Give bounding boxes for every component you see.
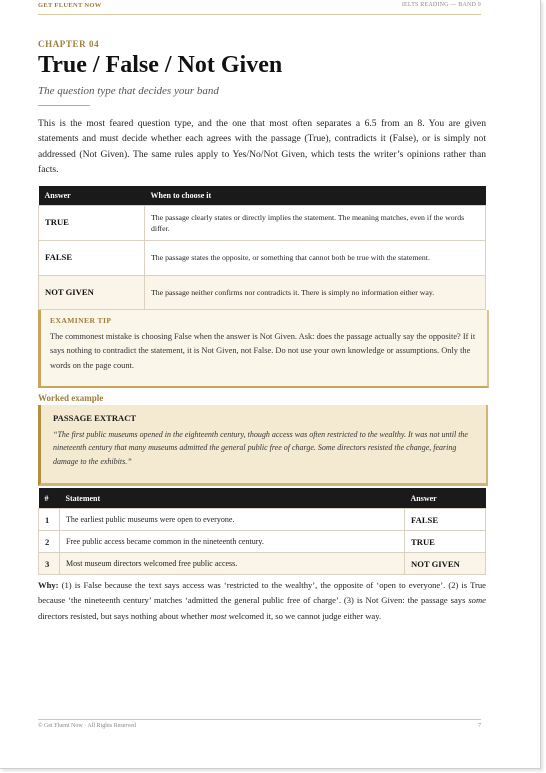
answer-cell: FALSE <box>39 241 145 276</box>
statement-cell: Most museum directors welcomed free public access. <box>60 553 405 575</box>
row-number: 3 <box>39 553 60 575</box>
chapter-label: CHAPTER 04 <box>38 39 100 49</box>
column-header-answer: Answer <box>39 186 145 206</box>
tip-heading: EXAMINER TIP <box>50 316 112 325</box>
page-subtitle: The question type that decides your band <box>38 85 219 97</box>
table-header-row <box>39 186 486 206</box>
column-header-number: # <box>39 488 60 509</box>
explanation-text: directors resisted, but says nothing about whether <box>38 610 211 621</box>
extract-text: “The first public museums opened in the eighteenth century, though access was often restricted to the wealthy. It was not until the nineteenth century that many museums admitted the general public free of charge. Some directors resisted the change, fearing damage to the exhibits.” <box>53 430 468 466</box>
row-number: 2 <box>39 531 60 553</box>
description-cell: The passage states the opposite, or something that cannot both be true with the statement. <box>145 241 486 276</box>
copyright-notice: © Get Fluent Now · All Rights Reserved <box>38 723 137 729</box>
description-cell: The passage clearly states or directly implies the statement. The meaning matches, even if the words differ. <box>145 206 486 241</box>
answer-cell: FALSE <box>405 509 486 531</box>
table-row <box>39 509 486 531</box>
description-cell: The passage neither confirms nor contradicts it. There is simply no information either way. <box>145 276 486 310</box>
explanation-label: Why: <box>38 580 59 590</box>
answer-cell: NOT GIVEN <box>39 276 145 310</box>
table-row <box>39 276 486 310</box>
page-number: 7 <box>478 723 481 729</box>
answer-cell: TRUE <box>405 531 486 553</box>
extract-heading: PASSAGE EXTRACT <box>53 413 137 423</box>
brand-name: GET FLUENT NOW <box>38 2 102 9</box>
rules-table <box>38 186 486 310</box>
intro-paragraph: This is the most feared question type, and the one that most often separates a 6.5 from an 8. You are given statements and must decide whether each agrees with the passage (True), contradicts it (False), or is simply not addressed (Not Given). The same rules apply to Yes/No/Not Given, which tests the writer’s opinions rather than facts. <box>38 118 486 175</box>
table-row <box>39 241 486 276</box>
running-header <box>38 0 481 15</box>
table-row <box>39 553 486 575</box>
answer-cell: TRUE <box>39 206 145 241</box>
statement-cell: Free public access became common in the nineteenth century. <box>60 531 405 553</box>
table-row <box>39 206 486 241</box>
statement-cell: The earliest public museums were open to everyone. <box>60 509 405 531</box>
running-footer <box>38 719 481 734</box>
emphasis-some: some <box>468 595 486 606</box>
column-header-answer: Answer <box>405 488 486 509</box>
table-row <box>39 531 486 553</box>
column-header-statement: Statement <box>60 488 405 509</box>
examiner-tip-box <box>38 310 489 388</box>
explanation-text: welcomed it, so we cannot judge either way. <box>226 610 382 621</box>
emphasis-most: most <box>210 610 227 621</box>
example-table <box>38 488 486 575</box>
table-header-row <box>39 488 486 509</box>
answer-cell: NOT GIVEN <box>405 553 486 575</box>
passage-extract-box <box>38 405 488 486</box>
tip-body: The commonest mistake is choosing False when the answer is Not Given. Ask: does the passage actually say the opposite? If it says nothing to contradict the statement, it is Not Given, not False. Do not use your own knowledge or assumptions. Only the words on the page count. <box>50 332 476 370</box>
column-header-when: When to choose it <box>145 186 486 206</box>
page-title: True / False / Not Given <box>38 52 283 78</box>
row-number: 1 <box>39 509 60 531</box>
explanation-paragraph <box>38 578 486 624</box>
explanation-text: (1) is False because the text says access was ‘restricted to the wealthy’, the opposite of ‘open to everyone’. (2) is True because ‘the nineteenth century’ matches ‘admitted the general public free of charge’. (3) is Not Given: the passage says <box>38 580 486 606</box>
section-label: IELTS READING — BAND 9 <box>401 2 481 8</box>
worked-example-heading: Worked example <box>38 393 104 403</box>
title-divider <box>38 105 90 106</box>
